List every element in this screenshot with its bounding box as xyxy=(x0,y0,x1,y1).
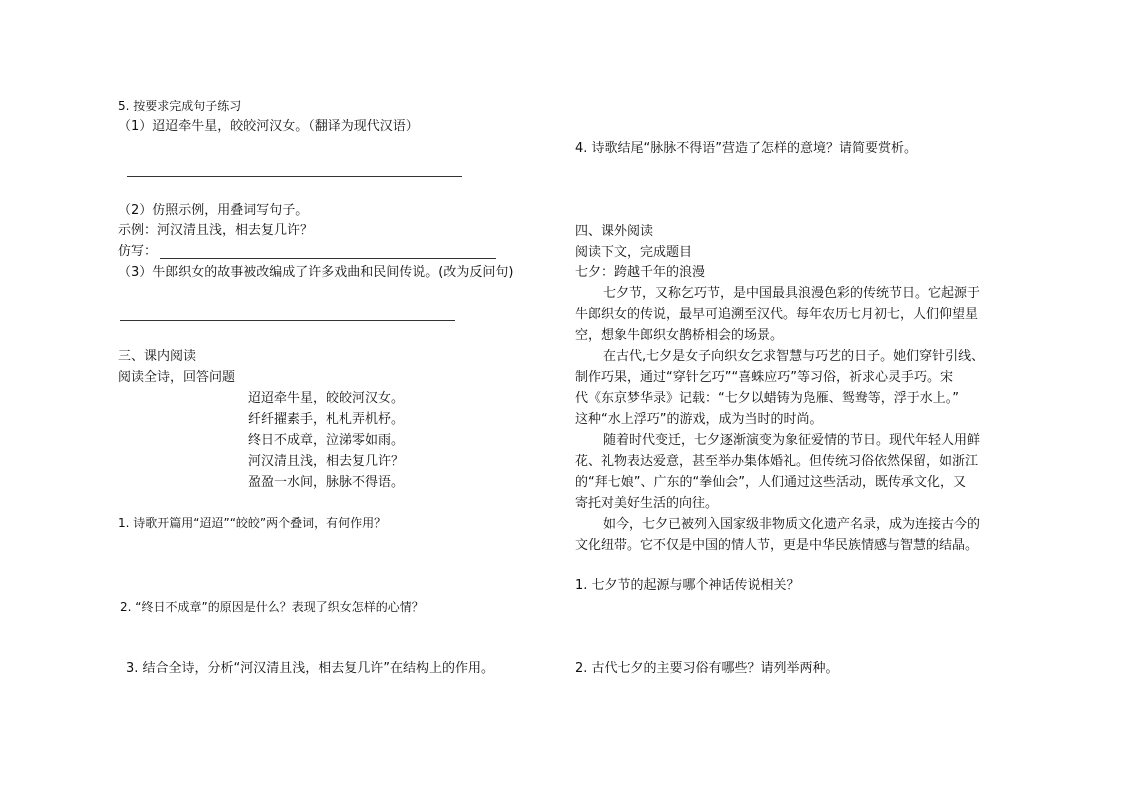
section-5-title: 5. 按要求完成句子练习 xyxy=(118,99,242,113)
section-5-example: 示例：河汉清且浅，相去复几许？ xyxy=(118,223,314,238)
section-3-instruction: 阅读全诗，回答问题 xyxy=(118,370,236,385)
article-question-2: 2. 古代七夕的主要习俗有哪些？请列举两种。 xyxy=(575,661,839,676)
article-line: 代《东京梦华录》记载：“七夕以蜡铸为凫雁、鸳鸯等，浮于水上。” xyxy=(575,391,959,406)
article-line: 如今，七夕已被列入国家级非物质文化遗产名录，成为连接古今的 xyxy=(603,517,981,532)
article-line: 在古代,七夕是女子向织女乞求智慧与巧艺的日子。她们穿针引线、 xyxy=(603,349,985,364)
section-4-title: 四、课外阅读 xyxy=(575,224,654,239)
reading-question-3: 3. 结合全诗，分析“河汉清且浅，相去复几许”在结构上的作用。 xyxy=(126,661,495,676)
article-line: 这种“水上浮巧”的游戏，成为当时的时尚。 xyxy=(575,412,823,427)
reading-question-1: 1. 诗歌开篇用“迢迢”“皎皎”两个叠词，有何作用？ xyxy=(118,516,387,530)
reading-question-2: 2. “终日不成章”的原因是什么？表现了织女怎样的心情？ xyxy=(120,600,424,614)
article-line: 随着时代变迁，七夕逐渐演变为象征爱情的节日。现代年轻人用鲜 xyxy=(603,433,981,448)
poem-line: 终日不成章，泣涕零如雨。 xyxy=(248,433,405,448)
article-line: 七夕节，又称乞巧节，是中国最具浪漫色彩的传统节日。它起源于 xyxy=(603,286,981,301)
answer-line-q3 xyxy=(120,320,455,321)
answer-line-imitate xyxy=(160,258,496,259)
article-line: 牛郎织女的传说，最早可追溯至汉代。每年农历七月初七，人们仰望星 xyxy=(575,307,979,322)
poem-line: 盈盈一水间，脉脉不得语。 xyxy=(248,475,405,490)
section-5-question-1: （1）迢迢牵牛星，皎皎河汉女。（翻译为现代汉语） xyxy=(118,119,419,134)
article-line: 的“拜七娘”、广东的“拳仙会”，人们通过这些活动，既传承文化，又 xyxy=(575,475,966,490)
article-title: 七夕：跨越千年的浪漫 xyxy=(575,265,706,280)
section-5-question-3: （3）牛郎织女的故事被改编成了许多戏曲和民间传说。(改为反问句) xyxy=(118,265,514,280)
article-line: 寄托对美好生活的向往。 xyxy=(575,496,719,511)
article-line: 制作巧果，通过“穿针乞巧”“喜蛛应巧”等习俗，祈求心灵手巧。宋 xyxy=(575,370,953,385)
section-5-imitate-label: 仿写： xyxy=(118,244,158,259)
poem-line: 纤纤擢素手，札札弄机杼。 xyxy=(248,412,405,427)
reading-question-4: 4. 诗歌结尾“脉脉不得语”营造了怎样的意境？请简要赏析。 xyxy=(575,141,918,156)
article-line: 文化纽带。它不仅是中国的情人节，更是中华民族情感与智慧的结晶。 xyxy=(575,538,979,553)
poem-line: 迢迢牵牛星，皎皎河汉女。 xyxy=(248,391,405,406)
article-question-1: 1. 七夕节的起源与哪个神话传说相关？ xyxy=(575,578,800,593)
section-3-title: 三、课内阅读 xyxy=(118,349,197,364)
article-line: 空，想象牛郎织女鹊桥相会的场景。 xyxy=(575,328,784,343)
answer-line-q1 xyxy=(127,176,462,177)
section-4-instruction: 阅读下文，完成题目 xyxy=(575,245,693,260)
section-5-question-2: （2）仿照示例，用叠词写句子。 xyxy=(118,203,309,218)
article-line: 花、礼物表达爱意，甚至举办集体婚礼。但传统习俗依然保留，如浙江 xyxy=(575,454,979,469)
poem-line: 河汉清且浅，相去复几许？ xyxy=(248,454,405,469)
